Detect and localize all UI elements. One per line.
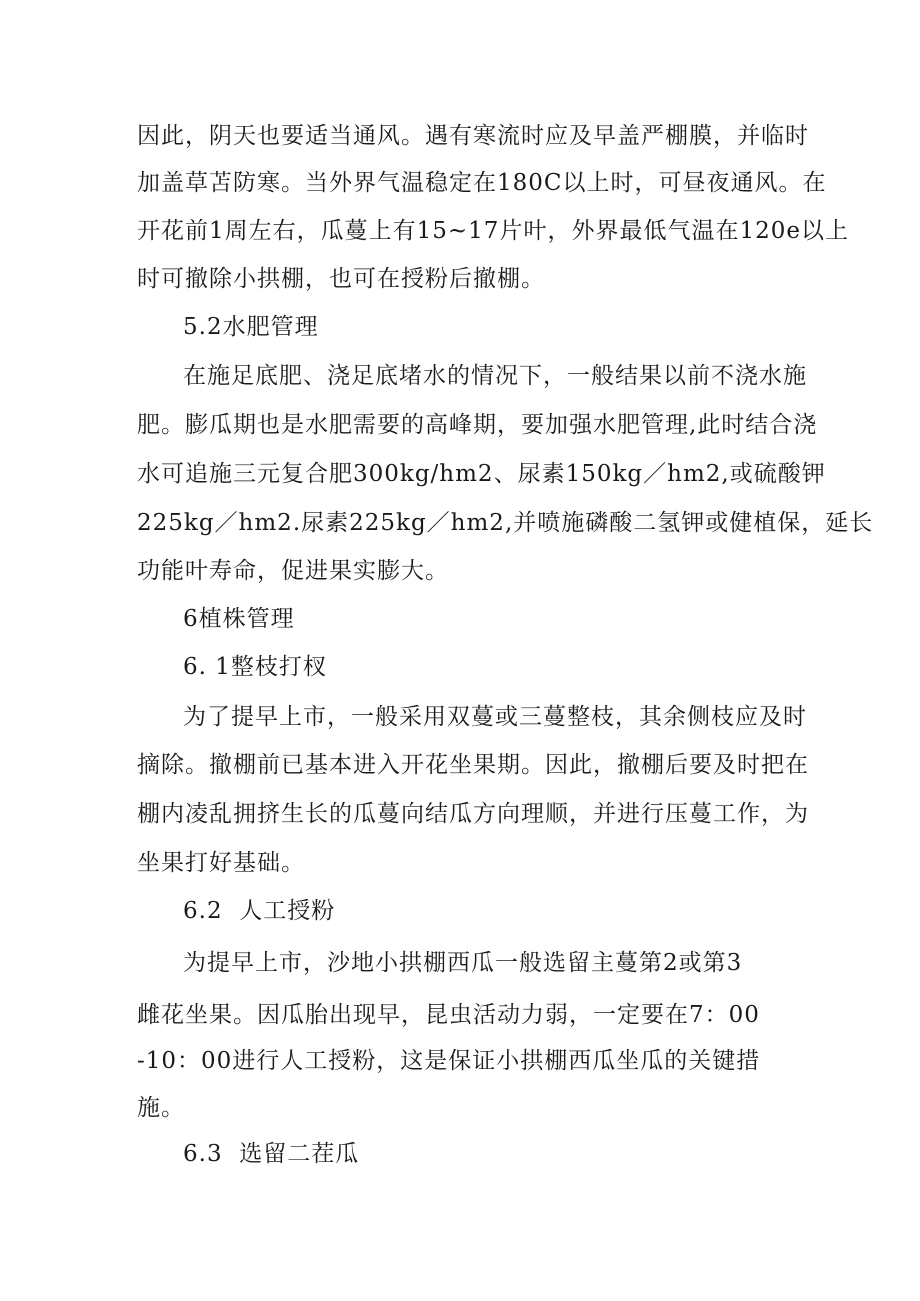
section-heading-6: 6植株管理 — [183, 606, 295, 632]
body-line-19: 雌花坐果。因瓜胎出现早，昆虫活动力弱，一定要在7：00 — [137, 1002, 760, 1028]
body-line-3: 开花前1周左右，瓜蔓上有15~17片叶，外界最低气温在120e以上 — [137, 218, 849, 244]
body-line-9: 225kg／hm2.尿素225kg／hm2,并喷施磷酸二氢钾或健植保，延长 — [137, 510, 874, 536]
body-line-8: 水可追施三元复合肥300kg/hm2、尿素150kg／hm2,或硫酸钾 — [137, 461, 826, 487]
section-heading-6-1: 6. 1整枝打杈 — [183, 654, 327, 680]
body-line-13: 为了提早上市，一般采用双蔓或三蔓整枝，其余侧枝应及时 — [183, 704, 807, 730]
body-line-14: 摘除。撤棚前已基本进入开花坐果期。因此，撤棚后要及时把在 — [137, 752, 809, 778]
body-line-21: 施。 — [137, 1095, 185, 1121]
body-line-18: 为提早上市，沙地小拱棚西瓜一般选留主蔓第2或第3 — [183, 950, 743, 976]
section-heading-6-3: 6.3 选留二茬瓜 — [183, 1141, 360, 1167]
body-line-15: 棚内凌乱拥挤生长的瓜蔓向结瓜方向理顺，并进行压蔓工作，为 — [137, 801, 809, 827]
body-line-10: 功能叶寿命，促进果实膨大。 — [137, 558, 449, 584]
section-heading-6-2: 6.2 人工授粉 — [183, 898, 336, 924]
body-line-1: 因此，阴天也要适当通风。遇有寒流时应及早盖严棚膜，并临时 — [137, 123, 809, 149]
body-line-6: 在施足底肥、浇足底堵水的情况下，一般结果以前不浇水施 — [183, 363, 807, 389]
body-line-7: 肥。膨瓜期也是水肥需要的高峰期，要加强水肥管理,此时结合浇 — [137, 412, 818, 438]
section-heading-5-2: 5.2水肥管理 — [183, 314, 319, 340]
body-line-2: 加盖草苫防寒。当外界气温稳定在180C以上时，可昼夜通风。在 — [137, 170, 827, 196]
body-line-20: -10：00进行人工授粉，这是保证小拱棚西瓜坐瓜的关键措 — [137, 1048, 761, 1074]
body-line-16: 坐果打好基础。 — [137, 850, 305, 876]
body-line-4: 时可撤除小拱棚，也可在授粉后撤棚。 — [137, 266, 545, 292]
